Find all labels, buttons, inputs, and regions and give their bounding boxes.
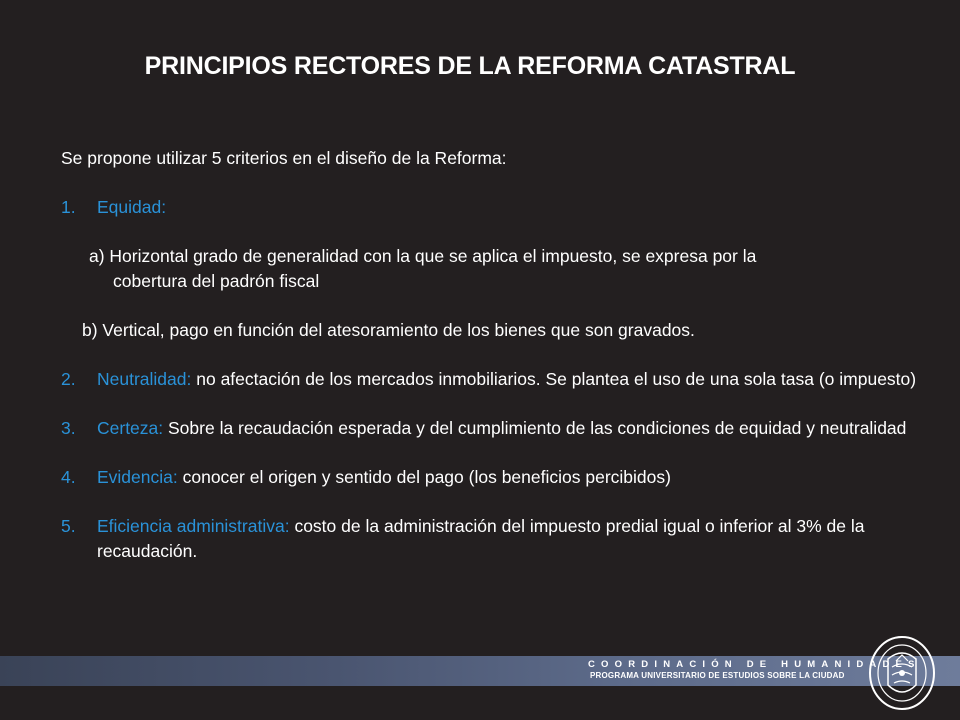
- footer-program: PROGRAMA UNIVERSITARIO DE ESTUDIOS SOBRE LA CIUDAD: [590, 671, 845, 680]
- intro-text: Se propone utilizar 5 criterios en el diseño de la Reforma:: [61, 148, 507, 168]
- item-label: Equidad:: [97, 197, 167, 217]
- item-label: Evidencia:: [97, 467, 178, 487]
- item-label: Neutralidad:: [97, 369, 192, 389]
- sub-a-line2: cobertura del padrón fiscal: [113, 271, 320, 291]
- item-number: 4.: [61, 467, 76, 487]
- item-number: 2.: [61, 369, 76, 389]
- unam-seal-icon: [866, 633, 938, 713]
- footer-coordination: COORDINACIÓN DE HUMANIDADES: [588, 659, 921, 670]
- list-item: [61, 367, 921, 392]
- item-text: costo de la administración del impuesto predial igual o inferior al 3% de la recaudación.: [97, 516, 865, 561]
- list-item: [61, 465, 921, 490]
- item-number: 1.: [61, 197, 76, 217]
- item-label: Certeza:: [97, 418, 164, 438]
- item-number: 3.: [61, 418, 76, 438]
- slide-content: [61, 146, 921, 564]
- list-item: [61, 514, 921, 564]
- sub-a-line1: a) Horizontal grado de generalidad con la que se aplica el impuesto, se expresa por la: [89, 246, 757, 266]
- equidad-vertical: b) Vertical, pago en función del atesoramiento de los bienes que son gravados.: [82, 320, 695, 340]
- item-text: conocer el origen y sentido del pago (los beneficios percibidos): [177, 467, 671, 487]
- list-item: [61, 416, 921, 441]
- slide-title: PRINCIPIOS RECTORES DE LA REFORMA CATASTRAL: [144, 52, 796, 80]
- item-text: Sobre la recaudación esperada y del cumplimiento de las condiciones de equidad y neutralidad: [163, 418, 907, 438]
- equidad-horizontal: [61, 244, 921, 294]
- item-number: 5.: [61, 516, 76, 536]
- item-text: no afectación de los mercados inmobiliarios. Se plantea el uso de una sola tasa (o impuesto): [191, 369, 917, 389]
- item-label: Eficiencia administrativa:: [97, 516, 290, 536]
- list-item: [61, 195, 921, 220]
